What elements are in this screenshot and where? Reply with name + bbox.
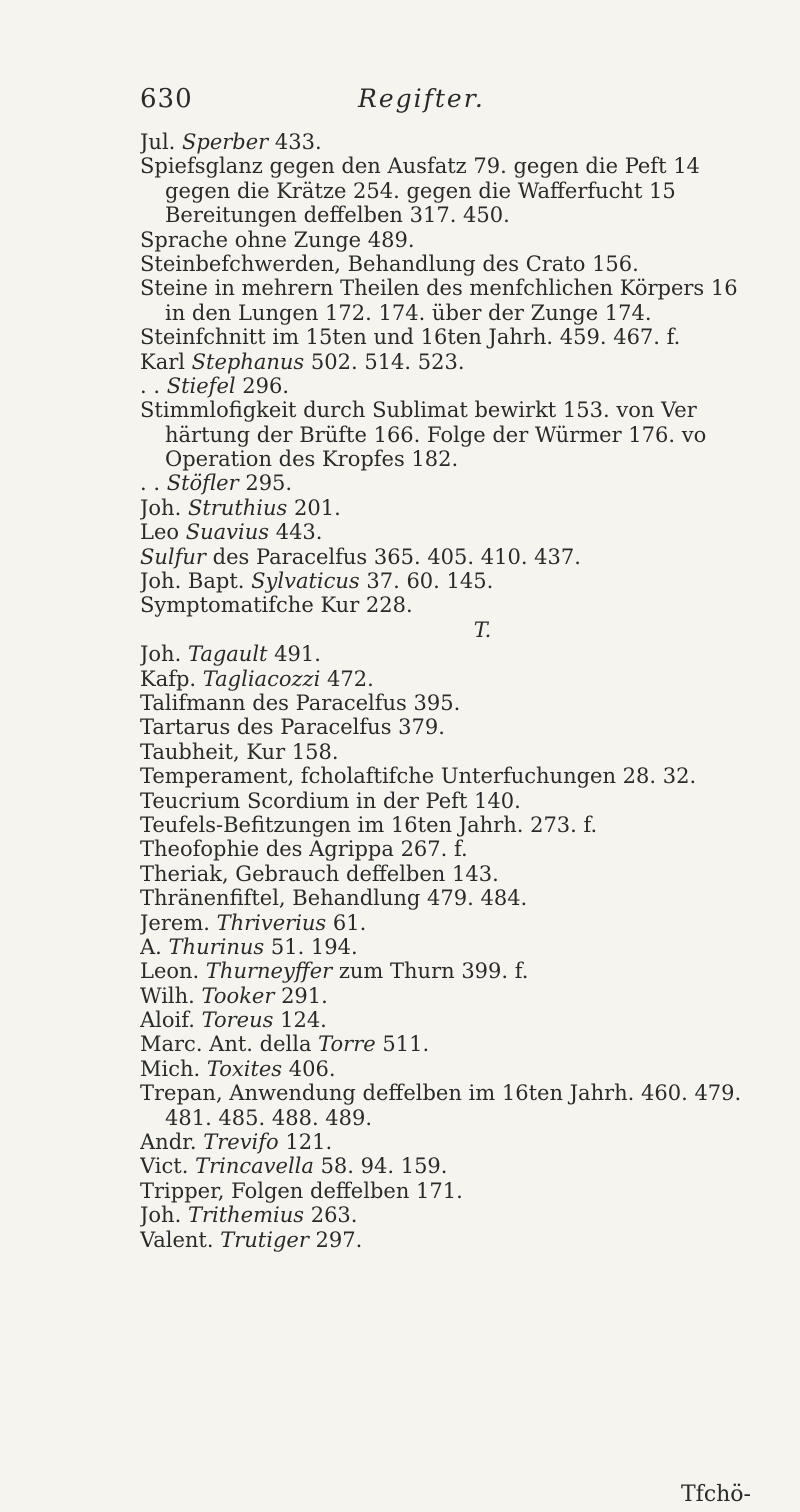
- entry-pages: 433.: [268, 130, 322, 154]
- entry-text: Leo: [140, 520, 186, 545]
- entry-pages: 511.: [375, 1032, 430, 1057]
- entry-text: Sprache ohne Zunge 489.: [140, 227, 415, 252]
- section-letter: T.: [473, 617, 492, 642]
- register-entry: [140, 545, 795, 569]
- catchword: Tfchö-: [681, 1482, 751, 1507]
- entry-text: härtung der Brüfte 166. Folge der Würmer 176. vo: [165, 422, 707, 447]
- register-entry: [140, 837, 795, 861]
- register-entry: [140, 715, 795, 739]
- register-entry: [140, 398, 795, 422]
- register-entry: [140, 1130, 795, 1154]
- entry-text: Joh. Bapt.: [140, 569, 252, 594]
- register-entry: [140, 1032, 795, 1056]
- entry-text: Stimmlofigkeit durch Sublimat bewirkt 153. von Ver: [140, 398, 697, 423]
- register-entry: [140, 1179, 795, 1203]
- entry-text: Kafp.: [140, 666, 203, 691]
- entry-name: Thurneyffer: [205, 959, 333, 984]
- entry-text: Aloif.: [140, 1008, 202, 1033]
- register-entry: [140, 179, 795, 203]
- register-entry: [140, 496, 795, 520]
- register-entry: [140, 423, 795, 447]
- entry-text: Vict.: [140, 1154, 196, 1179]
- register-entry: [140, 740, 795, 764]
- entry-name: Suavius: [185, 520, 270, 545]
- register-entry: [140, 959, 795, 983]
- entry-text: Theofophie des Agrippa 267. f.: [140, 837, 468, 862]
- register-entry: [140, 1057, 795, 1081]
- entry-text: A.: [140, 934, 169, 959]
- entry-name: Stiefel: [166, 373, 236, 398]
- register-entry: [140, 1106, 795, 1130]
- entry-text: Talifmann des Paracelfus 395.: [140, 690, 461, 715]
- register-entry: [140, 667, 795, 691]
- register-entry: [140, 984, 795, 1008]
- entry-pages: 297.: [308, 1227, 363, 1252]
- register-entry: [140, 1154, 795, 1178]
- entry-pages: 61.: [326, 910, 367, 935]
- entry-name: Trevifo: [203, 1130, 279, 1155]
- entry-name: Tagault: [187, 642, 268, 667]
- entry-text: Symptomatifche Kur 228.: [140, 593, 413, 618]
- register-entry: [140, 325, 795, 349]
- register-entry: [140, 374, 795, 398]
- entry-text: Karl: [140, 349, 192, 374]
- entry-text: Taubheit, Kur 158.: [140, 739, 339, 764]
- entry-text: 481. 485. 488. 489.: [165, 1105, 373, 1130]
- entry-text: Jerem.: [140, 910, 217, 935]
- entry-name: Struthius: [187, 495, 288, 520]
- entry-text: . .: [140, 373, 167, 398]
- register-entry: [140, 764, 795, 788]
- entry-name: Sylvaticus: [251, 569, 360, 594]
- register-entry: [140, 911, 795, 935]
- entry-text: Marc. Ant. della: [140, 1032, 319, 1057]
- entry-name: Trincavella: [195, 1154, 314, 1179]
- entry-text: Valent.: [140, 1227, 221, 1252]
- entry-pages: 472.: [320, 666, 374, 691]
- register-entry: [140, 886, 795, 910]
- register-entry: [140, 301, 795, 325]
- entry-text: Theriak, Gebrauch deffelben 143.: [140, 861, 499, 886]
- entry-text: Tripper, Folgen deffelben 171.: [140, 1178, 463, 1203]
- entry-text: Andr.: [140, 1130, 204, 1155]
- entry-name: Thriverius: [216, 910, 327, 935]
- entry-pages: 124.: [273, 1008, 327, 1033]
- entry-pages: 263.: [304, 1203, 358, 1228]
- entry-text: Mich.: [140, 1056, 207, 1081]
- register-entry: [140, 203, 795, 227]
- page-number: 630: [140, 84, 193, 114]
- register-entry: [140, 691, 795, 715]
- entry-name: Sulfur: [140, 544, 206, 569]
- entry-pages: 291.: [274, 983, 328, 1008]
- entry-name: Torre: [318, 1032, 376, 1057]
- register-entry: [140, 789, 795, 813]
- entry-text: Teufels-Befitzungen im 16ten Jahrh. 273. f.: [140, 812, 598, 837]
- register-entry: [140, 862, 795, 886]
- register-entry: [140, 1008, 795, 1032]
- register-entry: [140, 350, 795, 374]
- entry-pages: 201.: [287, 495, 341, 520]
- register-entry: [140, 1203, 795, 1227]
- entries-after: [140, 642, 795, 1252]
- register-entry: [140, 228, 795, 252]
- entry-text: Leon.: [140, 959, 206, 984]
- entry-name: Stephanus: [191, 349, 305, 374]
- entry-pages: 295.: [238, 471, 293, 496]
- entry-name: Trutiger: [220, 1227, 309, 1252]
- register-entries: [140, 130, 795, 1252]
- entry-pages: 406.: [282, 1056, 336, 1081]
- register-entry: [140, 813, 795, 837]
- register-entry: [140, 642, 795, 666]
- register-entry: [140, 593, 795, 617]
- entry-text: Joh.: [140, 1203, 188, 1228]
- register-entry: [140, 276, 795, 300]
- register-entry: [140, 569, 795, 593]
- entry-name: Trithemius: [187, 1203, 305, 1228]
- entry-name: Toreus: [201, 1008, 274, 1033]
- register-entry: [140, 520, 795, 544]
- entry-name: Stöfler: [166, 471, 239, 496]
- entry-text: Bereitungen deffelben 317. 450.: [165, 203, 510, 228]
- entry-text: Trepan, Anwendung deffelben im 16ten Jahrh. 460. 479.: [140, 1081, 742, 1106]
- entries-before: [140, 130, 795, 618]
- entry-text: in den Lungen 172. 174. über der Zunge 174.: [165, 300, 652, 325]
- entry-text: Spiefsglanz gegen den Ausfatz 79. gegen die Peft 14: [140, 154, 700, 179]
- register-entry: [140, 447, 795, 471]
- entry-pages: 443.: [269, 520, 323, 545]
- entry-text: Steinfchnitt im 15ten und 16ten Jahrh. 459. 467. f.: [140, 325, 681, 350]
- entry-text: Teucrium Scordium in der Peft 140.: [140, 788, 521, 813]
- register-entry: [140, 935, 795, 959]
- entry-text: gegen die Krätze 254. gegen die Wafferfucht 15: [165, 178, 676, 203]
- entry-name: Tagliacozzi: [202, 666, 321, 691]
- entry-pages: 58. 94. 159.: [313, 1154, 448, 1179]
- entry-text: Jul.: [140, 130, 183, 154]
- entry-pages: 502. 514. 523.: [304, 349, 465, 374]
- entry-text: Wilh.: [140, 983, 202, 1008]
- entry-text: Steine in mehrern Theilen des menfchlichen Körpers 16: [140, 276, 738, 301]
- entry-name: Toxites: [206, 1056, 283, 1081]
- entry-text: . .: [140, 471, 167, 496]
- register-entry: [140, 1081, 795, 1105]
- register-entry: [140, 130, 795, 154]
- page-header: [140, 84, 780, 124]
- entry-name: Sperber: [182, 130, 269, 154]
- entry-pages: 491.: [267, 642, 321, 667]
- entry-text: Joh.: [140, 495, 188, 520]
- entry-pages: 51. 194.: [264, 934, 358, 959]
- entry-pages: 37. 60. 145.: [359, 569, 494, 594]
- entry-name: Tooker: [201, 983, 275, 1008]
- register-entry: [140, 1228, 795, 1252]
- entry-text: Operation des Kropfes 182.: [165, 447, 459, 472]
- entry-pages: 121.: [278, 1130, 333, 1155]
- register-entry: [140, 252, 795, 276]
- running-head: Regifter.: [358, 84, 485, 113]
- register-entry: [140, 154, 795, 178]
- entry-text: Temperament, fcholaftifche Unterfuchungen 28. 32.: [140, 764, 697, 789]
- entry-name: Thurinus: [168, 934, 265, 959]
- register-entry: [140, 471, 795, 495]
- entry-pages: 296.: [235, 373, 290, 398]
- entry-text: Joh.: [140, 642, 188, 667]
- entry-text: Tartarus des Paracelfus 379.: [140, 715, 445, 740]
- entry-text: Thränenfiftel, Behandlung 479. 484.: [140, 886, 528, 911]
- entry-text: Steinbefchwerden, Behandlung des Crato 156.: [140, 251, 639, 276]
- entry-pages: zum Thurn 399. f.: [332, 959, 529, 984]
- entry-pages: des Paracelfus 365. 405. 410. 437.: [205, 544, 581, 569]
